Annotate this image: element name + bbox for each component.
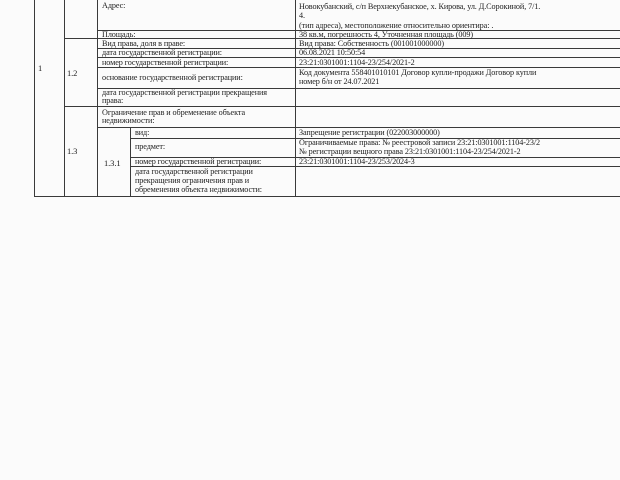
address-value-line: 4.: [299, 11, 305, 20]
restriction-subject-value-line: № регистрации вещного права 23:21:0301001:1104-23/254/2021-2: [299, 147, 521, 156]
address-value-line: (тип адреса), местоположение относительно ориентира: .: [299, 21, 494, 30]
registration-basis-value-line: Код документа 558401010101 Договор купли-продажи Договор купли: [299, 68, 537, 77]
row-line: [64, 106, 620, 107]
registration-date-label: дата государственной регистрации:: [102, 48, 222, 57]
row-number: 1: [38, 63, 43, 73]
termination-date-label-line: дата государственной регистрации прекращения: [102, 88, 267, 97]
termination-date-label-line: права:: [102, 96, 124, 105]
right-kind-label: Вид права, доля в праве:: [102, 39, 186, 48]
table-border-bottom: [34, 196, 620, 197]
table-border-left: [34, 0, 35, 196]
registration-basis-label: основание государственной регистрации:: [102, 73, 243, 82]
registration-number-value: 23:21:0301001:1104-23/254/2021-2: [299, 58, 415, 67]
restriction-regnum-label: номер государственной регистрации:: [135, 157, 262, 166]
restriction-label-line: недвижимости:: [102, 116, 155, 125]
sub-row-number: 1.3.1: [104, 158, 121, 168]
restriction-termination-label-line: дата государственной регистрации: [135, 167, 253, 176]
area-label: Площадь:: [102, 30, 136, 39]
address-label: Адрес:: [102, 1, 126, 10]
registration-basis-value-line: номер б/н от 24.07.2021: [299, 77, 380, 86]
row-number: 1.3: [67, 146, 78, 156]
registration-date-value: 06.08.2021 10:50:54: [299, 48, 366, 57]
address-value-line: Новокубанский, с/п Верхнекубанское, х. Кирова, ул. Д.Сорокиной, 7/1.: [299, 2, 541, 11]
right-kind-value: Вид права: Собственность (001001000000): [299, 39, 444, 48]
restriction-regnum-value: 23:21:0301001:1104-23/253/2024-3: [299, 157, 415, 166]
egrn-extract-table: [0, 0, 620, 200]
area-value: 38 кв.м, погрешность 4, Уточненная площадь (009): [299, 30, 473, 39]
restriction-termination-label-line: прекращения ограничения прав и: [135, 176, 250, 185]
registration-number-label: номер государственной регистрации:: [102, 58, 229, 67]
row-number: 1.2: [67, 68, 78, 78]
restriction-label-line: Ограничение прав и обременение объекта: [102, 108, 245, 117]
restriction-termination-label-line: обременения объекта недвижимости:: [135, 185, 262, 194]
column-divider-num: [64, 0, 65, 196]
restriction-type-value: Запрещение регистрации (022003000000): [299, 128, 440, 137]
restriction-subject-label: предмет:: [135, 142, 166, 151]
restriction-type-label: вид:: [135, 128, 150, 137]
restriction-subject-value-line: Ограничиваемые права: № реестровой записи 23:21:0301001:1104-23/2: [299, 138, 541, 147]
